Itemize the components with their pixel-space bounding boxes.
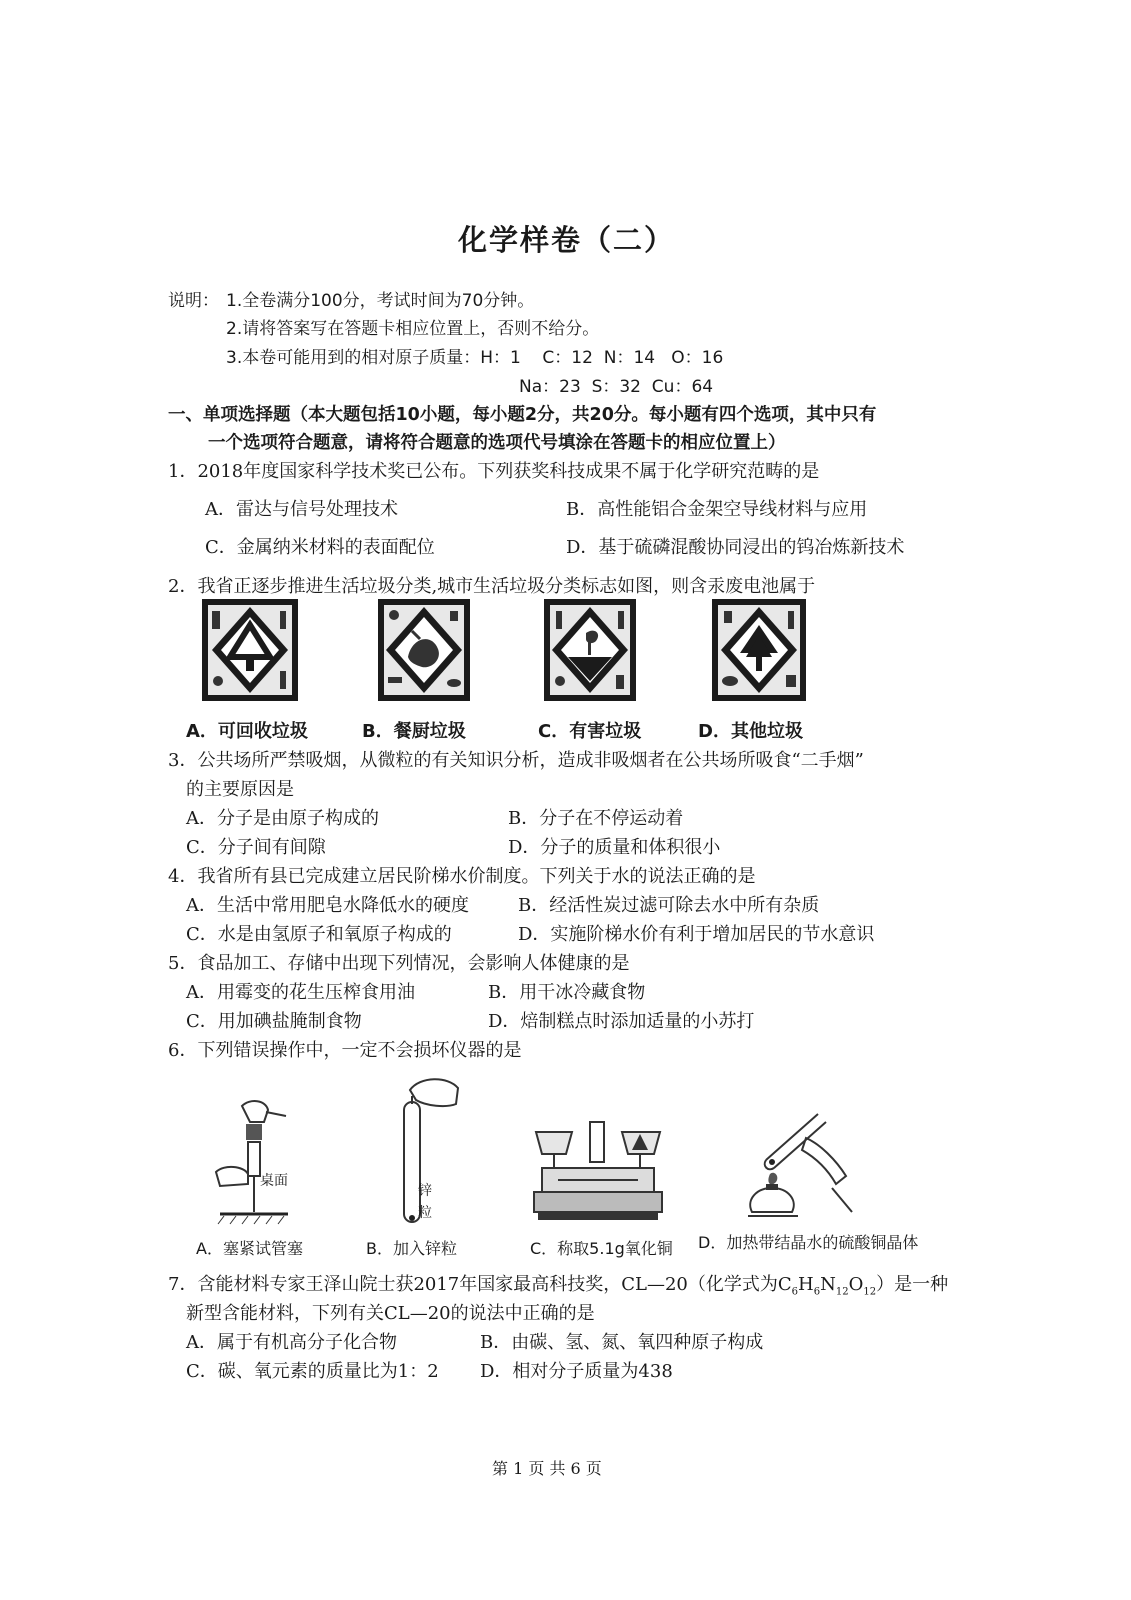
stopper-test-tube-illustration-icon (210, 1092, 320, 1226)
question-3-option-d: D．分子的质量和体积很小 (508, 837, 721, 858)
label-desk: 桌面 (260, 1173, 288, 1189)
question-3-option-a: A．分子是由原子构成的 (186, 808, 379, 829)
question-2-option-d: D．其他垃圾 (698, 721, 803, 742)
question-3-stem: 3．公共场所严禁吸烟，从微粒的有关知识分析，造成非吸烟者在公共场所吸食“二手烟” (168, 750, 864, 771)
question-7-option-b: B．由碳、氢、氮、氧四种原子构成 (480, 1332, 764, 1353)
other-waste-sign-icon (710, 597, 808, 703)
question-6-option-c: C．称取5.1g氧化铜 (530, 1239, 673, 1258)
question-1-stem: 1．2018年度国家科学技术奖已公布。下列获奖科技成果不属于化学研究范畴的是 (168, 461, 820, 482)
question-5-option-b: B．用干冰冷藏食物 (488, 982, 646, 1003)
instructions-lead: 说明： (168, 291, 219, 311)
question-6-option-a: A．塞紧试管塞 (196, 1239, 303, 1258)
question-3-stem-cont: 的主要原因是 (186, 779, 294, 800)
chemical-formula: $C_6H_6N_{12}O_{12}$ (777, 1274, 877, 1298)
page-title: 化学样卷（二） (458, 223, 676, 257)
question-4-stem: 4．我省所有县已完成建立居民阶梯水价制度。下列关于水的说法正确的是 (168, 866, 756, 887)
instruction-line-1: 1.全卷满分100分，考试时间为70分钟。 (226, 291, 535, 311)
label-zinc-2: 粒 (418, 1205, 432, 1221)
question-3-option-b: B．分子在不停运动着 (508, 808, 684, 829)
page-footer: 第 1 页 共 6 页 (492, 1459, 602, 1478)
question-1-option-c: C．金属纳米材料的表面配位 (205, 537, 435, 558)
label-zinc-1: 锌 (418, 1183, 432, 1199)
section-heading: 一、单项选择题（本大题包括10小题，每小题2分，共20分。每小题有四个选项，其中只有 (168, 405, 877, 425)
instruction-line-2: 2.请将答案写在答题卡相应位置上，否则不给分。 (226, 319, 600, 339)
question-5-option-c: C．用加碘盐腌制食物 (186, 1011, 362, 1032)
question-1-option-a: A．雷达与信号处理技术 (205, 499, 398, 520)
heating-crystal-illustration-icon (736, 1104, 856, 1228)
balance-scale-illustration-icon (528, 1118, 668, 1228)
question-2-option-c: C．有害垃圾 (538, 721, 642, 742)
question-7-stem-cont: 新型含能材料，下列有关CL—20的说法中正确的是 (186, 1303, 595, 1324)
section-heading-cont: 一个选项符合题意，请将符合题意的选项代号填涂在答题卡的相应位置上） (208, 433, 786, 453)
question-1-option-d: D．基于硫磷混酸协同浸出的钨冶炼新技术 (566, 537, 905, 558)
question-7-option-c: C．碳、氧元素的质量比为1：2 (186, 1361, 439, 1382)
question-5-stem: 5．食品加工、存储中出现下列情况，会影响人体健康的是 (168, 953, 630, 974)
hazardous-waste-sign-icon (542, 597, 638, 703)
question-6-option-d: D．加热带结晶水的硫酸铜晶体 (698, 1233, 919, 1252)
kitchen-waste-sign-icon (376, 597, 472, 703)
question-6-option-b: B．加入锌粒 (366, 1239, 457, 1258)
question-4-option-c: C．水是由氢原子和氧原子构成的 (186, 924, 452, 945)
instruction-line-3: 3.本卷可能用到的相对原子质量：H：1 C：12 N：14 O：16 (226, 348, 724, 368)
question-4-option-d: D．实施阶梯水价有利于增加居民的节水意识 (518, 924, 875, 945)
question-7-stem: 7．含能材料专家王泽山院士获2017年国家最高科技奖，CL—20（化学式为$C_6H_6N_{12}O_{12}$）是一种 (168, 1274, 949, 1298)
question-2-stem: 2．我省正逐步推进生活垃圾分类,城市生活垃圾分类标志如图，则含汞废电池属于 (168, 576, 816, 597)
question-4-option-a: A．生活中常用肥皂水降低水的硬度 (186, 895, 469, 916)
question-7-option-a: A．属于有机高分子化合物 (186, 1332, 397, 1353)
question-1-option-b: B．高性能铝合金架空导线材料与应用 (566, 499, 868, 520)
question-6-stem: 6．下列错误操作中，一定不会损坏仪器的是 (168, 1040, 522, 1061)
question-5-option-a: A．用霉变的花生压榨食用油 (186, 982, 415, 1003)
question-2-option-a: A．可回收垃圾 (186, 721, 308, 742)
question-3-option-c: C．分子间有间隙 (186, 837, 326, 858)
instruction-line-4: Na：23 S：32 Cu：64 (519, 377, 714, 397)
question-2-option-b: B．餐厨垃圾 (362, 721, 466, 742)
question-4-option-b: B．经活性炭过滤可除去水中所有杂质 (518, 895, 820, 916)
question-7-option-d: D．相对分子质量为438 (480, 1361, 673, 1382)
recyclable-sign-icon (200, 597, 300, 703)
question-5-option-d: D．焙制糕点时添加适量的小苏打 (488, 1011, 755, 1032)
